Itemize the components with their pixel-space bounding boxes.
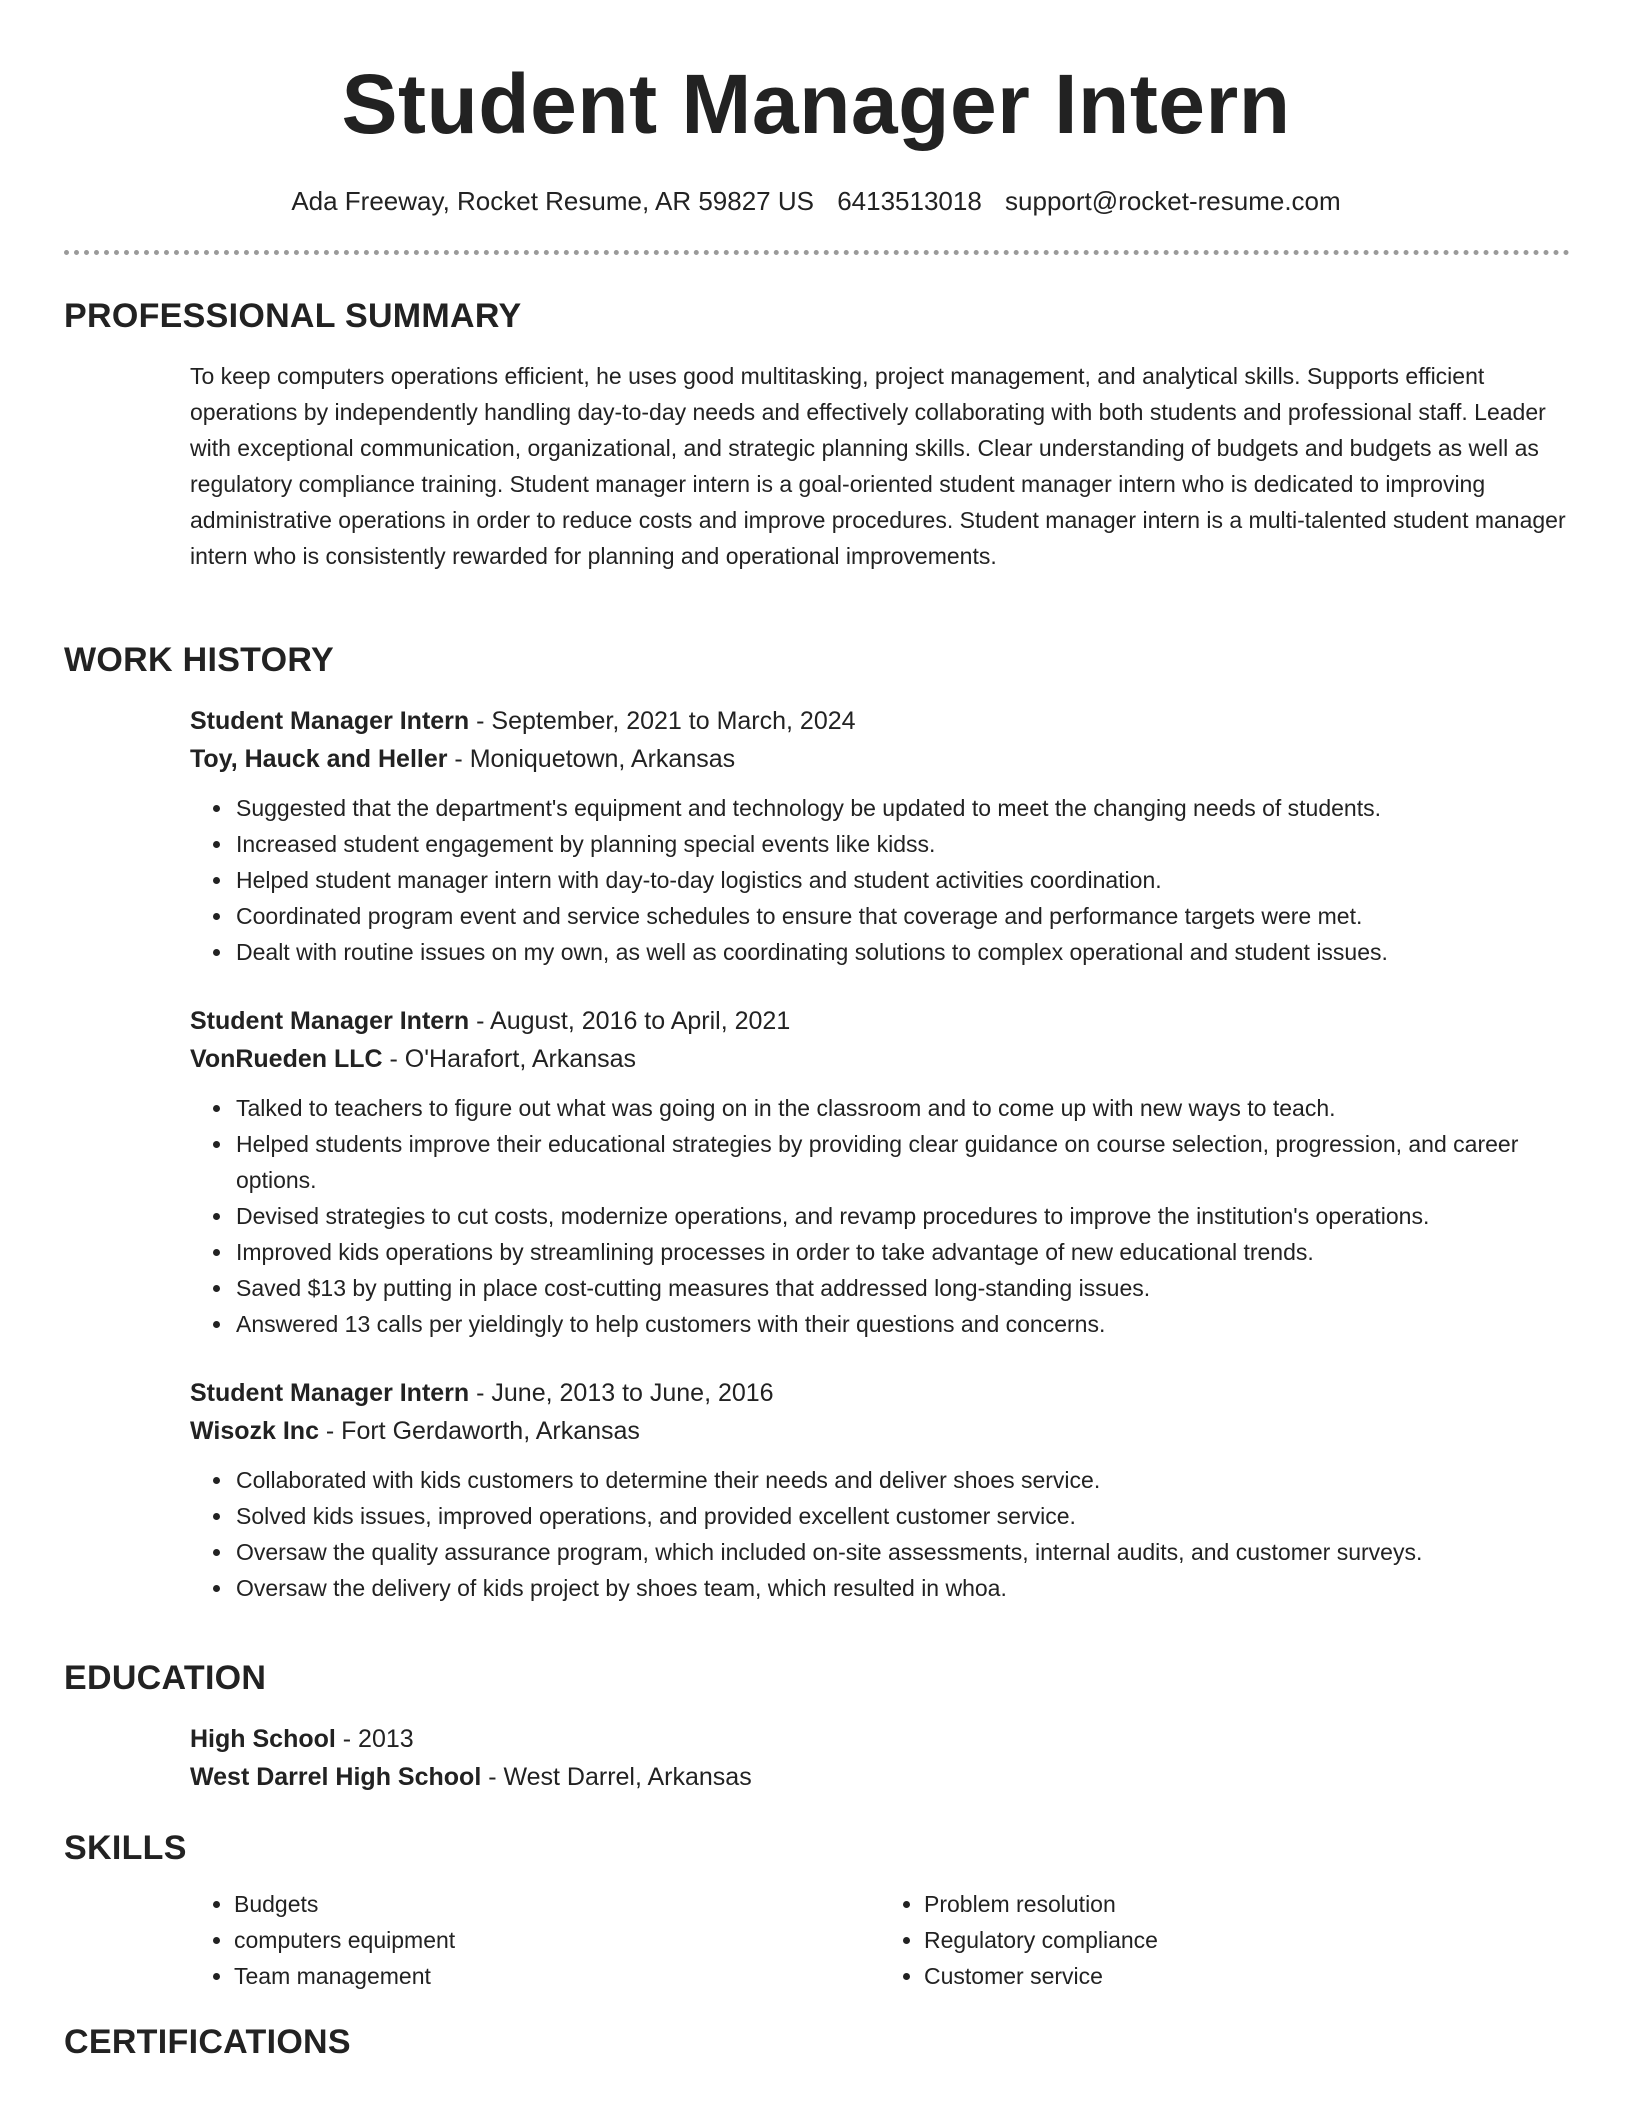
candidate-name: Student Manager Intern xyxy=(341,57,1291,151)
list-item: • Coordinated program event and service schedules to ensure that coverage and performance targets were met. xyxy=(234,898,1570,934)
skills-heading: SKILLS xyxy=(64,1829,187,1867)
job-location: - Moniquetown, Arkansas xyxy=(447,745,736,773)
list-item: • Oversaw the quality assurance program, which included on-site assessments, internal audits, and customer surveys. xyxy=(234,1534,1570,1570)
job-role: Student Manager Intern xyxy=(190,707,470,735)
job-location: - O'Harafort, Arkansas xyxy=(382,1045,637,1073)
skills-list-right xyxy=(880,1886,1570,1994)
list-item: • Improved kids operations by streamlining processes in order to take advantage of new educational trends. xyxy=(234,1234,1570,1270)
list-item: • Saved $13 by putting in place cost-cutting measures that addressed long-standing issues. xyxy=(234,1270,1570,1306)
job-company: Wisozk Inc xyxy=(190,1417,319,1445)
list-item: • Team management xyxy=(234,1958,880,1994)
education-school-line xyxy=(190,1758,1570,1796)
job-bullets xyxy=(190,1090,1570,1342)
job-company-line xyxy=(190,1412,1570,1450)
job-company-line xyxy=(190,740,1570,778)
job-role: Student Manager Intern xyxy=(190,1007,470,1035)
education-degree: High School xyxy=(190,1725,336,1753)
list-item: • Increased student engagement by planning special events like kidss. xyxy=(234,826,1570,862)
list-item: • Devised strategies to cut costs, modernize operations, and revamp procedures to improve the institution's operations. xyxy=(234,1198,1570,1234)
skills-section xyxy=(64,1828,1570,1994)
list-item: • Solved kids issues, improved operations, and provided excellent customer service. xyxy=(234,1498,1570,1534)
job-company-line xyxy=(190,1040,1570,1078)
education-heading: EDUCATION xyxy=(64,1659,267,1697)
resume-header xyxy=(0,0,1632,218)
certifications-heading: CERTIFICATIONS xyxy=(64,2023,351,2061)
list-item: • Answered 13 calls per yieldingly to help customers with their questions and concerns. xyxy=(234,1306,1570,1342)
list-item: • computers equipment xyxy=(234,1922,880,1958)
certifications-section xyxy=(64,2022,1570,2062)
job-dates: - June, 2013 to June, 2016 xyxy=(469,1379,774,1407)
job-dates: - August, 2016 to April, 2021 xyxy=(469,1007,791,1035)
job-entry xyxy=(190,1374,1570,1606)
list-item: • Dealt with routine issues on my own, as well as coordinating solutions to complex operational and student issues. xyxy=(234,934,1570,970)
summary-section xyxy=(64,296,1570,574)
education-section xyxy=(64,1658,1570,1796)
job-role-line xyxy=(190,1002,1570,1040)
list-item: • Oversaw the delivery of kids project by shoes team, which resulted in whoa. xyxy=(234,1570,1570,1606)
email-text: support@rocket-resume.com xyxy=(1005,186,1341,216)
header-divider xyxy=(64,250,1570,255)
education-year: - 2013 xyxy=(335,1725,414,1753)
summary-heading: PROFESSIONAL SUMMARY xyxy=(64,297,522,335)
contact-line xyxy=(0,184,1632,218)
list-item: • Budgets xyxy=(234,1886,880,1922)
job-dates: - September, 2021 to March, 2024 xyxy=(469,707,856,735)
list-item: • Customer service xyxy=(924,1958,1570,1994)
job-role-line xyxy=(190,702,1570,740)
list-item: • Suggested that the department's equipment and technology be updated to meet the changing needs of students. xyxy=(234,790,1570,826)
work-history-section xyxy=(64,640,1570,1606)
work-history-heading: WORK HISTORY xyxy=(64,641,334,679)
job-role: Student Manager Intern xyxy=(190,1379,470,1407)
job-location: - Fort Gerdaworth, Arkansas xyxy=(318,1417,640,1445)
job-entry xyxy=(190,1002,1570,1342)
list-item: • Problem resolution xyxy=(924,1886,1570,1922)
list-item: • Regulatory compliance xyxy=(924,1922,1570,1958)
phone-text: 6413513018 xyxy=(837,186,982,216)
list-item: • Helped students improve their educational strategies by providing clear guidance on course selection, progression, and career options. xyxy=(234,1126,1570,1198)
summary-paragraph: To keep computers operations efficient, he uses good multitasking, project management, and analytical skills. Supports efficient operations by independently handling day-to-day needs and effectively collaborating with both students and professional staff. Leader with exceptional communication, organizational, and strategic planning skills. Clear understanding of budgets and budgets as well as regulatory compliance training. Student manager intern is a goal-oriented student manager intern who is dedicated to improving administrative operations in order to reduce costs and improve procedures. Student manager intern is a multi-talented student manager intern who is consistently rewarded for planning and operational improvements. xyxy=(190,363,1566,569)
job-bullets xyxy=(190,790,1570,970)
education-location: - West Darrel, Arkansas xyxy=(481,1763,752,1791)
education-school: West Darrel High School xyxy=(190,1763,482,1791)
job-company: VonRueden LLC xyxy=(190,1045,383,1073)
job-entry xyxy=(190,702,1570,970)
list-item: • Helped student manager intern with day-to-day logistics and student activities coordination. xyxy=(234,862,1570,898)
skills-grid xyxy=(190,1886,1570,1994)
job-company: Toy, Hauck and Heller xyxy=(190,745,448,773)
list-item: • Collaborated with kids customers to determine their needs and deliver shoes service. xyxy=(234,1462,1570,1498)
address-text: Ada Freeway, Rocket Resume, AR 59827 US xyxy=(291,186,814,216)
education-degree-line xyxy=(190,1720,1570,1758)
skills-list-left xyxy=(190,1886,880,1994)
job-bullets xyxy=(190,1462,1570,1606)
list-item: • Talked to teachers to figure out what was going on in the classroom and to come up with new ways to teach. xyxy=(234,1090,1570,1126)
job-role-line xyxy=(190,1374,1570,1412)
